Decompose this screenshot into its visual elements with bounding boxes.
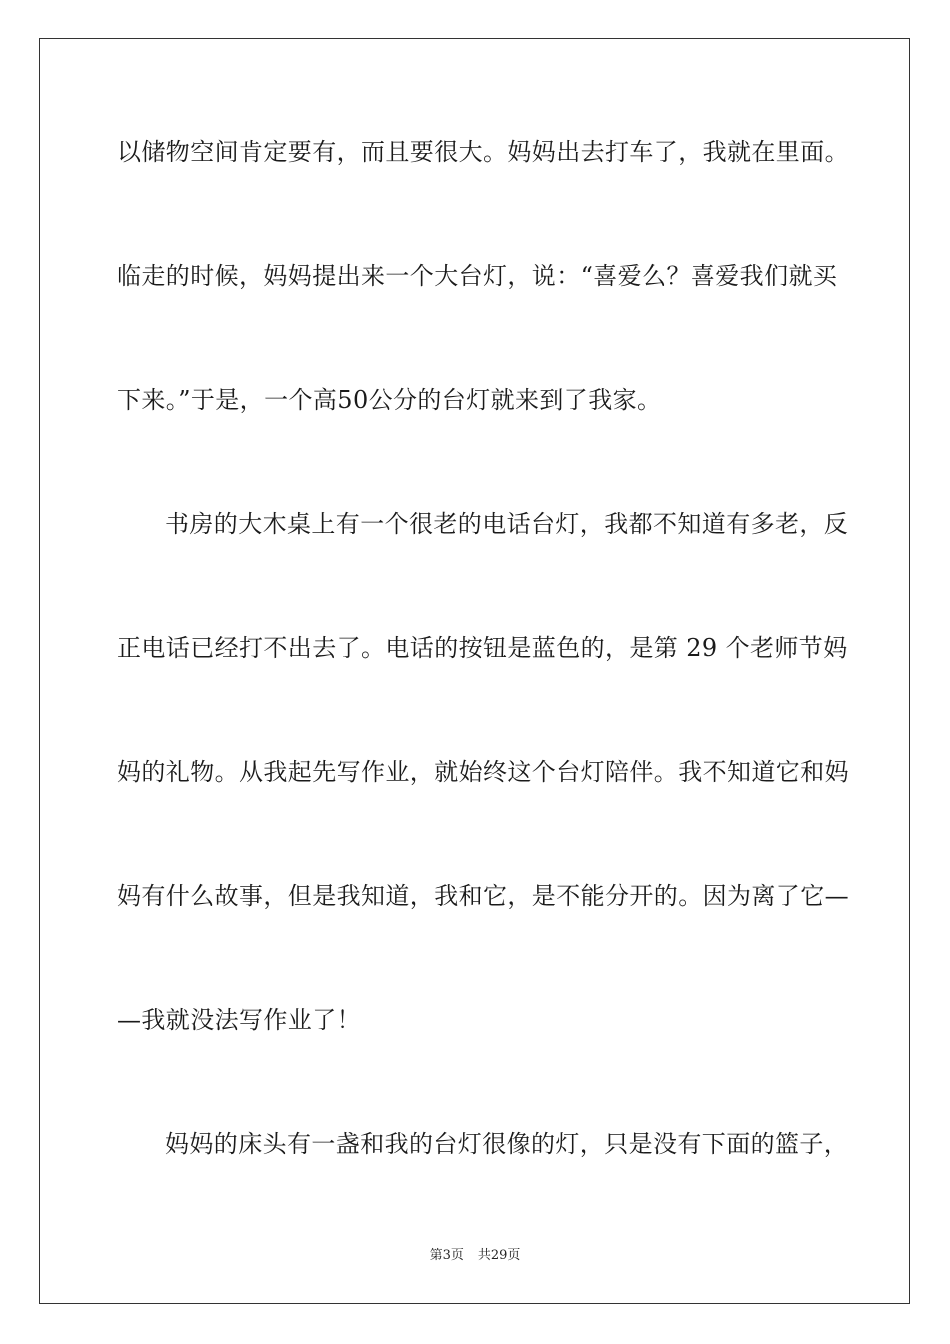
text-line: 妈有什么故事，但是我知道，我和它，是不能分开的。因为离了它— xyxy=(117,882,849,910)
text-line: 妈的礼物。从我起先写作业，就始终这个台灯陪伴。我不知道它和妈 xyxy=(117,758,849,786)
text-line: 正电话已经打不出去了。电话的按钮是蓝色的，是第 29 个老师节妈 xyxy=(117,634,848,662)
paragraph-first-line: 妈妈的床头有一盏和我的台灯很像的灯，只是没有下面的篮子， xyxy=(165,1130,849,1158)
paragraph-first-line: 书房的大木桌上有一个很老的电话台灯，我都不知道有多老，反 xyxy=(165,510,849,538)
text-line: 临走的时候，妈妈提出来一个大台灯，说：“喜爱么？喜爱我们就买 xyxy=(117,262,838,290)
text-line: 下来。”于是，一个高50公分的台灯就来到了我家。 xyxy=(117,386,662,414)
text-line: —我就没法写作业了！ xyxy=(117,1006,361,1034)
page-footer xyxy=(0,1247,950,1265)
page-total: 共29页 xyxy=(477,1248,521,1263)
page-number: 第3页 xyxy=(429,1248,464,1263)
text-line: 以储物空间肯定要有，而且要很大。妈妈出去打车了，我就在里面。 xyxy=(117,138,849,166)
page-border xyxy=(39,38,910,1304)
